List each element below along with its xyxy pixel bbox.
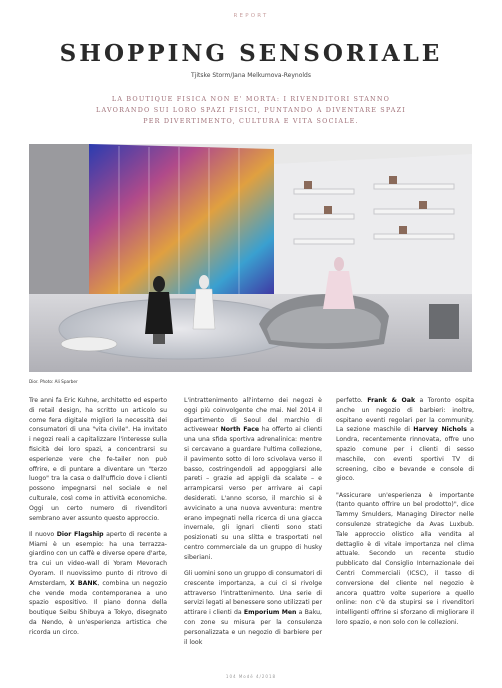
section-label: REPORT: [233, 13, 269, 19]
store-photo-illustration: [29, 144, 472, 372]
col3-paragraph-1: perfetto. Frank & Oak a Toronto ospita anche un negozio di barbieri: inoltre, ospitano eventi regolari per la community. La sezione maschile di Harvey Nichols a Londra, recentemente rinnovata, offre uno spazio comune per i clienti di sesso maschile, con eventi sportivi TV di screening, cibo e bevande e console di gioco.: [336, 397, 474, 483]
intro-text: LA BOUTIQUE FISICA NON E' MORTA: I RIVENDITORI STANNO LAVORANDO SUI LORO SPAZI FISICI, PUNTANDO A DIVENTARE SPAZI PER DIVERTIMENTO, CULTURA E VITA SOCIALE.: [96, 95, 406, 125]
col1-paragraph-2: Il nuovo Dior Flagship aperto di recente a Miami è un esempio: ha una terrazza-giardino con un caffè e diverse opere d'arte, tra cui un video-wall di Yoram Mevorach Oyoram. Il nuovissimo punto di ritrovo di Amsterdam, X BANK, combina un negozio che vende moda contemporanea a uno spazio espositivo. Il piano donna della boutique Seibu Shibuya a Tokyo, disegnato da Nendo, è un'esperienza artistica che ricorda un circo.: [29, 530, 167, 636]
store-photo: [29, 144, 472, 372]
column-2: [184, 396, 322, 654]
authors: Tjitske Storm/Jana Melkumova-Reynolds: [191, 72, 311, 79]
col2-paragraph-1: L'intrattenimento all'interno dei negozi è oggi più coinvolgente che mai. Nel 2014 il dipartimento di Seoul del marchio di activewear North Face ha offerto ai clienti una una sfida sportiva adrenalinica: mentre si cercavano a guardare l'ultima collezione, il pavimento sotto di loro scivolava verso il basso, costringendoli ad appoggiarsi alle pareti – grazie ad appigli da scalate – e arrampicarsi verso per arrivare ai capi desiderati. L'anno scorso, il marchio si è avvicinato a una nuova avventura: mentre erano impegnati nella ricerca di una giacca invernale, gli ignari clienti sono stati posizionati su una slitta e trasportati nel centro commerciale da un gruppo di husky siberiani.: [184, 397, 322, 561]
col3-paragraph-2: "Assicurare un'esperienza è importante (tanto quanto offrire un bel prodotto)", dice Tammy Smulders, Managing Director nelle consulenze strategiche da Avas Luxbub. Tale approccio olistico alla vendita al dettaglio è di vitale importanza nel clima attuale. Secondo un recente studio pubblicato dal Consiglio Internazionale dei Centri Commerciali (ICSC), il tasso di conversione del cliente nel negozio è ancora quattro volte superiore a quello online: non c'è da stupirsi se i rivenditori intelligenti offrine si sforzano di migliorare il loro spazio, e non solo con le collezioni.: [336, 491, 474, 627]
column-1: [29, 396, 167, 644]
col2-paragraph-2: Gli uomini sono un gruppo di consumatori di crescente importanza, a cui ci si rivolge attraverso l'intrattenimento. Una serie di servizi legati al benessere sono utilizzati per attirare i clienti da Emporium Men a Baku, con zone su misura per la consulenza personalizzata e un negozio di barbiere per il look: [184, 570, 323, 646]
page-footer: 104 Modë 4/2018: [225, 674, 277, 679]
article-title: SHOPPING SENSORIALE: [59, 40, 443, 67]
column-3: [336, 396, 474, 634]
photo-caption: Dior. Photo: Ali Sparber: [29, 379, 78, 384]
col1-paragraph-1: Tre anni fa Eric Kuhne, architetto ed esperto di retail design, ha scritto un articolo su come fera digitale migliori la necessità dei consumatori di una "vita civile". Ha invitato i negozi reali a capitalizzare l'interesse sulla fisicità dei loro spazi, a concentrarsi su esperienze vere che fe-tailer non può offrire, e di puntare a diventare un "terzo luogo" tra la casa o dall'ufficio dove i clienti possono impegnarsi nel sociale e nel culturale, così come in attività economiche. Oggi un certo numero di rivenditori sembrano aver assunto questo approccio.: [29, 397, 167, 522]
